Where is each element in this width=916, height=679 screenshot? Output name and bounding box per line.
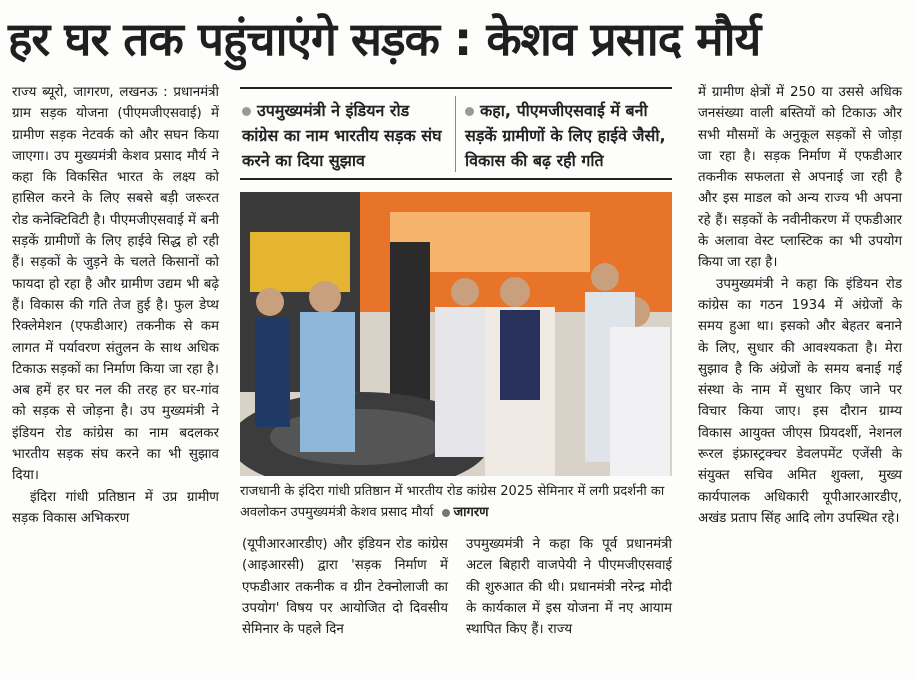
news-photo — [240, 192, 672, 476]
credit-bullet-icon — [442, 509, 450, 517]
bullet-icon — [465, 107, 474, 116]
highlight-box-2 — [465, 98, 671, 173]
highlight-2-text: कहा, पीएमजीएसवाई में बनी सड़कें ग्रामीणों के लिए हाईवे जैसी, विकास की बढ़ रही गति — [465, 101, 666, 170]
caption-text: राजधानी के इंदिरा गांधी प्रतिष्ठान में भारतीय रोड कांग्रेस 2025 सेमिनार में लगी प्रदर्शनी का अवलोकन उपमुख्यमंत्री केशव प्रसाद मौर्या — [240, 484, 665, 520]
photo-illustration — [240, 192, 672, 476]
bullet-icon — [242, 107, 251, 116]
col2-paragraph: (यूपीआरआरडीए) और इंडियन रोड कांग्रेस (आइआरसी) द्वारा 'सड़क निर्माण में एफडीआर तकनीक व ग्रीन टेक्नोलाजी का उपयोग' विषय पर आयोजित दो दिवसीय सेमिनार के पहले दिन — [242, 537, 448, 638]
highlight-bottom-rule — [240, 178, 672, 180]
col3-paragraph: उपमुख्यमंत्री ने कहा कि पूर्व प्रधानमंत्री अटल बिहारी वाजपेयी ने पीएमजीएसवाई की शुरुआत की थी। प्रधानमंत्री नरेन्द्र मोदी के कार्यकाल में इस योजना में नए आयाम स्थापित किए हैं। राज्य — [466, 537, 672, 638]
highlight-divider — [455, 96, 456, 172]
article-column-1 — [12, 82, 219, 529]
col4-paragraph-1: में ग्रामीण क्षेत्रों में 250 या उससे अधिक जनसंख्या वाली बस्तियों को टिकाऊ और सभी मौसमों के अनुकूल सड़कों से जोड़ा जा रहा है। सड़क निर्माण में एफडीआर तकनीक सफलता से अपनाई जा रही है और इस माडल को अन्य राज्य भी अपना रहे हैं। सड़कों के नवीनीकरण में एफडीआर के अलावा वेस्ट प्लास्टिक का भी उपयोग किया जा रहा है। — [698, 85, 902, 271]
highlight-box-1 — [242, 98, 448, 173]
article-column-3 — [466, 534, 672, 640]
highlight-1-text: उपमुख्यमंत्री ने इंडियन रोड कांग्रेस का नाम भारतीय सड़क संघ करने का दिया सुझाव — [242, 101, 442, 170]
highlight-top-rule — [240, 87, 672, 89]
article-column-2 — [242, 534, 448, 640]
headline: हर घर तक पहुंचाएंगे सड़क : केशव प्रसाद मौर्य — [8, 12, 761, 66]
col1-paragraph-1: राज्य ब्यूरो, जागरण, लखनऊ : प्रधानमंत्री ग्राम सड़क योजना (पीएमजीएसवाई) में ग्रामीण सड़क नेटवर्क को और सघन किया जाएगा। उप मुख्यमंत्री केशव प्रसाद मौर्य ने कहा कि विकसित भारत के लक्ष्य को हासिल करने के लिए सबसे बड़ी जरूरत रोड कनेक्टिविटी है। पीएमजीएसवाई में बनी सड़कें ग्रामीणों के लिए हाईवे सिद्ध हो रही हैं। सड़कों के जुड़ने के चलते किसानों को फायदा हो रहा है और ग्रामीण उद्यम भी बढ़े हैं। विकास की गति तेज हुई है। फुल डेप्थ रिक्लेमेशन (एफडीआर) तकनीक से कम लागत में पर्यावरण संतुलन के साथ अधिक टिकाऊ सड़कों का निर्माण किया जा रहा है। अब हमें हर घर नल की तरह हर घर-गांव को सड़क से जोड़ना है। उप मुख्यमंत्री ने इंडियन रोड कांग्रेस का नाम बदलकर भारतीय सड़क संघ करने का भी सुझाव दिया। — [12, 85, 219, 484]
col4-paragraph-2: उपमुख्यमंत्री ने कहा कि इंडियन रोड कांग्रेस का गठन 1934 में अंग्रेजों के समय हुआ था। इसको और बेहतर बनाने के लिए, सुधार की आवश्यकता है। मेरा सुझाव है कि अंग्रेजों के समय बनाई गई संस्था के नाम में सुधार किए जाने पर विचार किया जाए। इस दौरान ग्राम्य विकास आयुक्त जीएस प्रियदर्शी, नेशनल रूरल इंफ्रास्ट्रक्चर डेवलपमेंट एजेंसी के संयुक्त सचिव अमित शुक्ला, मुख्य कार्यपालक अधिकारी यूपीआरआरडीए, अखंड प्रताप सिंह आदि लोग उपस्थित रहे। — [698, 276, 902, 526]
col1-paragraph-2: इंदिरा गांधी प्रतिष्ठान में उप्र ग्रामीण सड़क विकास अभिकरण — [12, 489, 219, 526]
caption-credit: जागरण — [453, 505, 489, 520]
article-column-4 — [698, 82, 902, 529]
photo-caption — [240, 481, 672, 523]
